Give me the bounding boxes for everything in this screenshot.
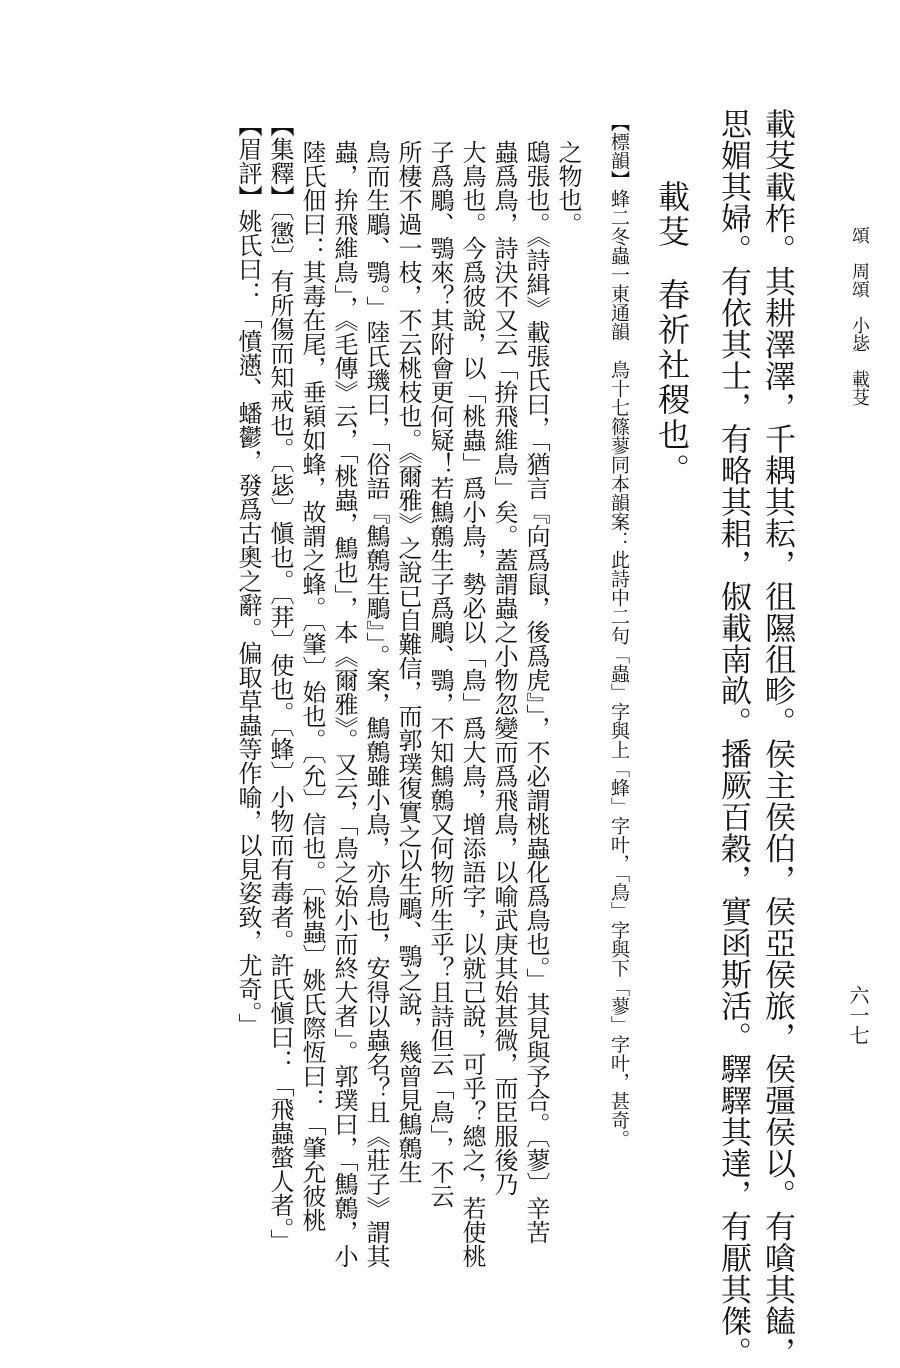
meiping-note: 【眉評】姚氏曰：「憤懣、蟠鬱，發爲古奧之辭。偏取草蟲等作喻，以見姿致，尤奇。」 [234,113,262,1037]
jishi-line: 蟲，拚飛維鳥」，《毛傳》云，「桃蟲，鷦也」，本《爾雅》。又云，「鳥之始小而終大者」。郭璞曰，「鷦鷯，小 [330,140,358,1268]
jishi-line: 蟲爲鳥，詩決不又云「拚飛維鳥」矣。蓋謂蟲之小物忽變而爲飛鳥，以喻武庚其始甚微，而臣服後乃 [490,140,518,1196]
jishi-line: 大鳥也。今爲彼說，以「桃蟲」爲小鳥，勢必以「鳥」爲大鳥，增添語字，以就己說，可乎？總之，若使桃 [458,140,486,1268]
poem-title: 載芟 [653,180,691,250]
poem-line: 思媚其婦。有依其士，有略其耜，俶載南畝。播厥百穀，實函斯活。驛驛其達，有厭其傑。 [715,108,751,1368]
jishi-line: 陸氏佃曰：其毒在尾，垂穎如蜂，故謂之蜂。〔肇〕始也。〔允〕信也。〔桃蟲〕姚氏際恆曰：「肇允彼桃 [298,140,326,1232]
jishi-line: 所棲不過一枝，不云桃枝也。《爾雅》之說已自難信，而郭璞復實之以生鵰、鶚之說，幾曾見鷦鷯生 [394,140,422,1184]
page-number: 六一七 [846,985,870,1045]
poem-line: 載芟載柞。其耕澤澤，千耦其耘，徂隰徂畛。侯主侯伯，侯亞侯旅，侯彊侯以。有嗿其饁， [759,108,795,1368]
jishi-line: 【集釋】〔懲〕有所傷而知戒也。〔毖〕愼也。〔荓〕使也。〔蜂〕小物而有毒者。許氏愼曰：「飛蟲螫人者。」 [266,113,294,1253]
poem-subtitle: 春祈社稷也。 [653,278,691,488]
running-title: 頌 周頌 小毖 載芟 [849,226,870,406]
biaoyun-note: 【標韻】蜂二冬蟲一東通韻 鳥十七篠蓼同本韻案：此詩中二句「蟲」字與上「蜂」字叶，「鳥」字與下「蓼」字叶，甚奇。 [608,113,630,1149]
jishi-line: 鴟張也。《詩緝》載張氏曰，「猶言『向爲鼠，後爲虎』」，不必謂桃蟲化爲鳥也。」其見與予合。〔蓼〕辛苦 [522,140,550,1244]
jishi-line: 之物也。 [554,140,582,236]
jishi-line: 子爲鵰、鶚來？其附會更何疑！若鷦鷯生子爲鵰、鶚，不知鷦鷯又何物所生乎？且詩但云「鳥」，不云 [426,140,454,1208]
jishi-line: 鳥而生鵰、鶚。」陸氏璣曰，「俗語『鷦鷯生鵰』」。案，鷦鷯雖小鳥，亦鳥也，安得以蟲名？且《莊子》謂其 [362,140,390,1268]
poem-heading [653,180,691,488]
